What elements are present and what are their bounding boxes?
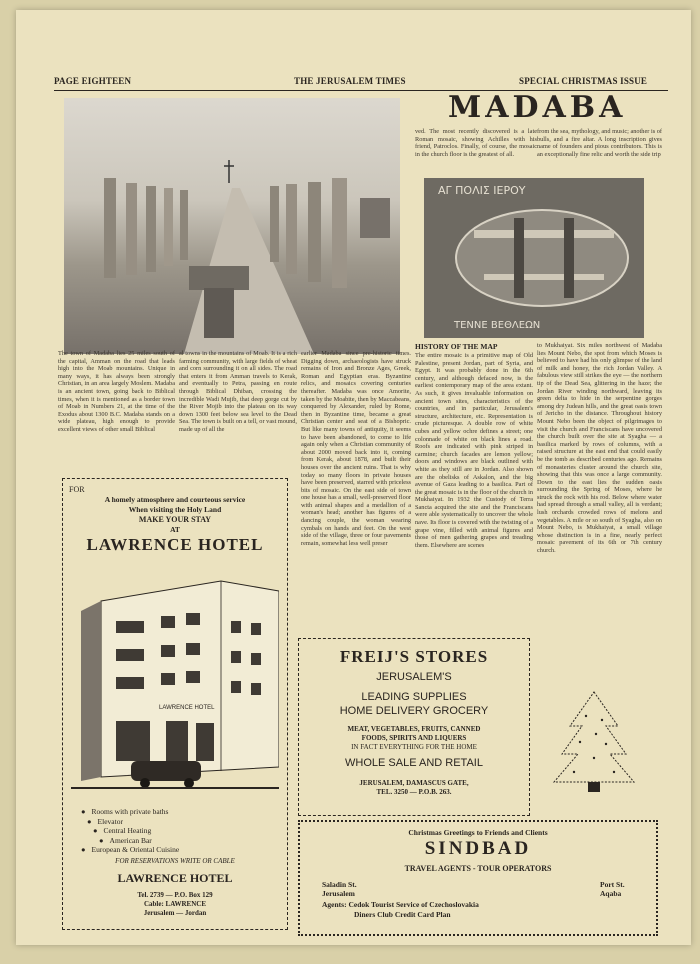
sindbad-right-2: Aqaba [600,889,622,898]
feature-item: ● Elevator [81,817,179,827]
article-title: MADABA [448,90,627,125]
sindbad-subtitle: TRAVEL AGENTS - TOUR OPERATORS [404,864,552,873]
sindbad-left-1: Saladin St. [322,880,357,889]
ruins-illustration [64,98,400,354]
store-line-1: LEADING SUPPLIES [361,691,467,703]
sindbad-left-2: Jerusalem [322,889,355,898]
building-sign: LAWRENCE HOTEL [159,705,215,711]
lawrence-hotel-ad [62,478,288,930]
mosaic-illustration [424,178,644,338]
ad-for-label: FOR [69,485,85,494]
store-line-3: MEAT, VEGETABLES, FRUITS, CANNED [347,725,481,733]
feature-item: ● European & Oriental Cuisine [81,845,179,855]
page-number: PAGE EIGHTEEN [54,76,132,86]
hotel-building-illustration [71,561,279,803]
feature-item: ● American Bar [81,836,179,846]
map-inscription-bottom: ΤΕΝΝΕ ΒΕΘΛΕΩΝ [454,320,541,331]
article-text-col3: earlier Madaba since pre-historic times. Digging down, archaeologists have struck remains of Iron and Bronze Ages, Greek, Roman and Egyptian eras. Byzantine relics, and mosaics covering centuries thereafter. Madaba was once Amorite, taken by the Moabite, then by Maccabeans, conquered by Alexander, ruled by Rome, then in Byzantine time, became a great Christian center and seat of a Bishopric. But like many towns of antiquity, it seems to have been abandoned, to come to life again only when a Christian community of about 2000 moved back into it, coming from Kerak, about 1878, and built their houses over the ancient ruins. That is why today so many floors in private houses have been preserved, starred with priceless bits of mosaic. On the east side of town one house has a small, well-preserved floor with animal shapes and a medallion of a woman's head; another has figures of a dancing couple, the woman wearing cymbals on hands and feet. On the west side of the village, three or four pavements remain, somewhat less well preser [301,350,411,547]
issue-label: SPECIAL CHRISTMAS ISSUE [519,76,648,86]
hotel-name-footer: LAWRENCE HOTEL [117,871,233,885]
sindbad-agents: Agents: Cedok Tourist Service of Czechoslovakia [322,900,479,909]
newspaper-page [16,10,691,945]
store-line-6: WHOLE SALE AND RETAIL [345,757,483,769]
article-text-col4-top: ved. The most recently discovered is a late Roman mosaic, showing Achilles with his friend, Patroclos. Finally, of course, the mosaic in the church floor is the greatest of all. [415,128,537,158]
ad-line-1: A homely atmosphere and courteous service [104,495,246,504]
store-address: JERUSALEM, DAMASCUS GATE, [359,779,469,787]
ad-line-4: AT [170,525,180,534]
ad-line-3: MAKE YOUR STAY [138,515,212,524]
map-inscription-top: ΑΓ ΠΟΛΙΣ ΙΕΡΟΥ [438,184,526,197]
ruins-photo [64,98,400,354]
sindbad-right-1: Port St. [600,880,625,889]
sindbad-name: SINDBAD [424,838,532,859]
hotel-contact-2: Cable: LAWRENCE [143,900,207,908]
sindbad-diners: Diners Club Credit Card Plan [354,910,451,919]
hotel-name: LAWRENCE HOTEL [86,535,264,554]
sindbad-ad [298,820,658,936]
hotel-features-list [81,807,179,855]
store-line-4: FOODS, SPIRITS AND LIQUERS [361,734,467,742]
article-text-col4: The entire mosaic is a primitive map of Old Palestine, present Jordan, part of Syria, and Egypt. It was probably done in the 6th century, and although defaced now, is the earliest contemporary map of the area extant. As such, it gives invaluable information on ancient town sites, characteristics of the countries, and in particular, Jerusalem's structure, architecture, etc. Representation is crude picturesque. A double row of white cubes and yellow ochre defines a street; one colonnade of white on black lines a road. Roofs are indicated with pink striped in carmine; church facades are lemon yellow; doors and windows are black outlined with white as they still are in Jordan. Also shown are the obelisks of Askalon, and the big avenue of Gaza leading to a basilica. Part of the great mosaic is in the floor of the church in Mukhaiyat. In 1932 the Custody of Terra Sancta acquired the site and the Franciscans were able systematically to uncover the whole nave. Its floor is covered with the twisting of a grape vine, filled with animal figures and those of men gathering grapes and treading them. Elsewhere are scenes [415,352,533,549]
store-line-5: IN FACT EVERYTHING FOR THE HOME [351,743,477,751]
feature-item: ● Central Heating [81,826,179,836]
store-name: FREIJ'S STORES [339,647,489,666]
store-tel: TEL. 3250 — P.O.B. 263. [376,788,452,796]
article-text-col5: to Mukhaiyat. Six miles northwest of Madaba lies Mount Nebo, the spot from which Moses is believed to have had his only glimpse of the land of milk and honey, the rich Jordan Valley. A fabulous view still strikes the eye — the northern tip of the Dead Sea, glittering in the haze; the Jordan River winding northward, leaving its green delta to hide in the serpentine gorges among dry Judean hills, and the great oasis town of Jericho in the distance. Throughout history Mount Nebo been the object of pilgrimages to visit the church and Franciscans have uncovered the church built over the site at Syagha — a basilica marked by rows of columns, with a raised structure at the east end that could easily be the tomb as described centuries ago. Remains of monasteries cluster around the church site, showing that this was once a large community. Down to the east lies the sudden oasis surrounding the Spring of Moses, where he struck the rock with his rod. Below where water had spread through a small valley, all is verdant; lush orchards crowded rows of melons and vegetables. A mile or so south of Syagha, also on Mount Nebo, is Mukhaiyat, a small village whose distinction is in a fine, nearly perfect mosaic pavement of its 6th or 7th century church. [537,342,662,555]
newspaper-name: THE JERUSALEM TIMES [294,76,406,86]
sindbad-greeting: Christmas Greetings to Friends and Clients [408,828,548,837]
article-text-col5-top: from the sea, mythology, and music; another is of bulls, and a fire altar. A long inscription gives name of founders and pious contributors. This is an exceptionally fine relic and worth the side trip [537,128,662,158]
hotel-contact-1: Tel. 2739 — P.O. Box 129 [137,891,213,899]
christmas-tree-illustration [546,686,642,796]
mosaic-map-photo [424,178,644,338]
freijs-stores-ad [298,638,530,816]
map-history-heading: HISTORY OF THE MAP [415,342,498,351]
ad-line-2: When visiting the Holy Land [128,505,222,514]
store-city: JERUSALEM'S [376,671,452,683]
feature-item: ● Rooms with private baths [81,807,179,817]
article-text-col2: al towns in the mountains of Moab. It is a rich farming community, with large fields of wheat and corn surrounding it on all sides. The road that enters it from Amman travels to Kerak, and eventually to Petra, passing en route through Biblical Dhiban, crossing the incredible Wadi Mujib, that deep gorge cut by the River Mojib into the plateau on its way down 1300 feet below sea level to the Dead Sea. The town is built on a tell, or vast mound, made up of all the [179,350,297,433]
article-text-col1: The town of Madaba lies 25 miles south of the capital, Amman on the road that leads high into the Moab mountains. Unique in many ways, it has always been strongly Christian, in an area largely Moslem. Madaba is an ancient town, going back to Biblical times, when it is mentioned as a border town of Moab in Numbers 21, at the time of the Exodus about 1300 B.C. Madaba stands on a wide plateau, high enough to provide excellent views of other small Biblical [58,350,175,433]
hotel-contact-3: Jerusalem — Jordan [143,909,207,917]
store-line-2: HOME DELIVERY GROCERY [339,705,489,717]
reservations-line: FOR RESERVATIONS WRITE OR CABLE [115,857,235,865]
